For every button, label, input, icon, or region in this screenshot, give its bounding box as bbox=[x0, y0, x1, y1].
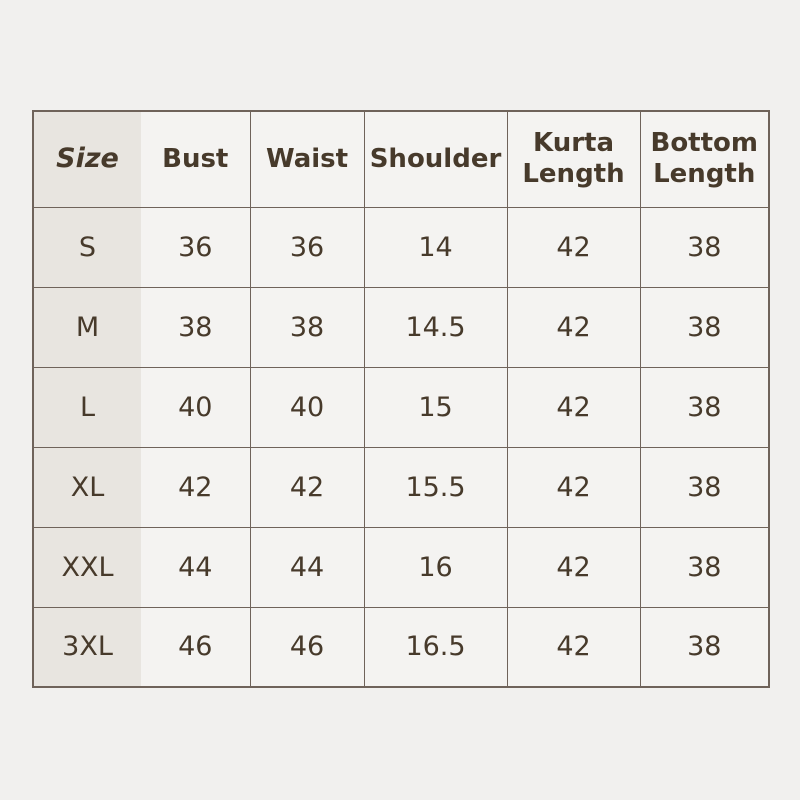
table-cell-shoulder: 15.5 bbox=[364, 447, 507, 527]
table-row-xxl bbox=[33, 527, 769, 607]
column-header-bust: Bust bbox=[141, 111, 250, 207]
table-cell-waist: 42 bbox=[250, 447, 364, 527]
column-header-size: Size bbox=[33, 111, 141, 207]
table-cell-kurta-length: 42 bbox=[507, 287, 640, 367]
table-cell-bust: 36 bbox=[141, 207, 250, 287]
column-header-kurta-length: Kurta Length bbox=[507, 111, 640, 207]
table-row-s bbox=[33, 207, 769, 287]
table-cell-waist: 36 bbox=[250, 207, 364, 287]
table-cell-waist: 44 bbox=[250, 527, 364, 607]
table-cell-kurta-length: 42 bbox=[507, 207, 640, 287]
size-chart-table bbox=[32, 110, 770, 688]
row-label-s: S bbox=[33, 207, 141, 287]
table-cell-shoulder: 16.5 bbox=[364, 607, 507, 687]
table-cell-bottom-length: 38 bbox=[640, 447, 769, 527]
table-cell-kurta-length: 42 bbox=[507, 527, 640, 607]
table-cell-kurta-length: 42 bbox=[507, 367, 640, 447]
table-cell-bottom-length: 38 bbox=[640, 207, 769, 287]
column-header-shoulder: Shoulder bbox=[364, 111, 507, 207]
table-cell-shoulder: 16 bbox=[364, 527, 507, 607]
table-cell-bust: 38 bbox=[141, 287, 250, 367]
table-row-m bbox=[33, 287, 769, 367]
table-cell-waist: 38 bbox=[250, 287, 364, 367]
table-cell-bottom-length: 38 bbox=[640, 607, 769, 687]
column-header-waist: Waist bbox=[250, 111, 364, 207]
table-row-l bbox=[33, 367, 769, 447]
table-cell-bust: 42 bbox=[141, 447, 250, 527]
table-header-row bbox=[33, 111, 769, 207]
row-label-xl: XL bbox=[33, 447, 141, 527]
table-cell-bottom-length: 38 bbox=[640, 367, 769, 447]
table-cell-bust: 46 bbox=[141, 607, 250, 687]
table-cell-shoulder: 15 bbox=[364, 367, 507, 447]
table-cell-waist: 40 bbox=[250, 367, 364, 447]
table-cell-shoulder: 14 bbox=[364, 207, 507, 287]
table-cell-kurta-length: 42 bbox=[507, 447, 640, 527]
row-label-xxl: XXL bbox=[33, 527, 141, 607]
row-label-m: M bbox=[33, 287, 141, 367]
table-cell-bottom-length: 38 bbox=[640, 527, 769, 607]
table-cell-waist: 46 bbox=[250, 607, 364, 687]
table-row-3xl bbox=[33, 607, 769, 687]
column-header-bottom-length: Bottom Length bbox=[640, 111, 769, 207]
table-row-xl bbox=[33, 447, 769, 527]
table-cell-kurta-length: 42 bbox=[507, 607, 640, 687]
table-cell-bust: 44 bbox=[141, 527, 250, 607]
table-cell-bust: 40 bbox=[141, 367, 250, 447]
table-cell-shoulder: 14.5 bbox=[364, 287, 507, 367]
row-label-l: L bbox=[33, 367, 141, 447]
table-cell-bottom-length: 38 bbox=[640, 287, 769, 367]
row-label-3xl: 3XL bbox=[33, 607, 141, 687]
